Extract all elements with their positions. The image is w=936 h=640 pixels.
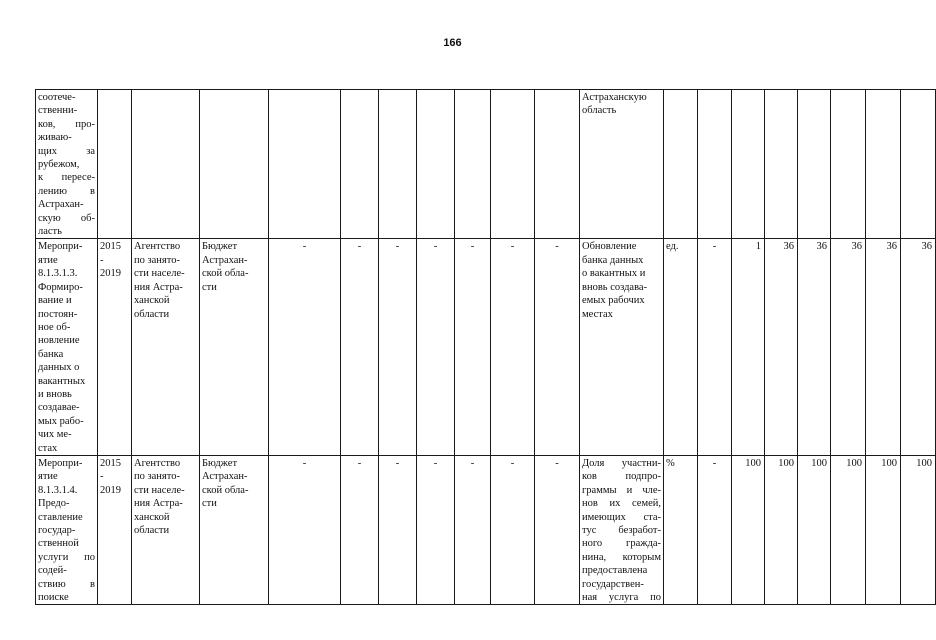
- amount-cell: [269, 90, 341, 239]
- page-number: 166: [443, 37, 462, 49]
- value-cell: 36: [866, 239, 901, 456]
- executor-cell: [132, 90, 200, 239]
- value-cell: [698, 90, 732, 239]
- executor-cell: Агентство по занято- сти населе- ния Астра- ханской области: [132, 239, 200, 456]
- value-cell: -: [698, 455, 732, 604]
- program-table: [35, 89, 936, 605]
- amount-cell: -: [379, 239, 417, 456]
- amount-cell: -: [417, 455, 455, 604]
- source-cell: Бюджет Астрахан- ской обла- сти: [200, 455, 269, 604]
- indicator-cell: Доля участни- ков подпро- граммы и чле- нов их семей, имеющих ста- тус безработ- ного гражда- нина, которым предоставлена государствен- ная услуга по: [580, 455, 664, 604]
- value-cell: -: [698, 239, 732, 456]
- amount-cell: -: [341, 239, 379, 456]
- period-cell: 2015 - 2019: [98, 239, 132, 456]
- value-cell: [831, 90, 866, 239]
- unit-cell: [664, 90, 698, 239]
- executor-cell: Агентство по занято- сти населе- ния Астра- ханской области: [132, 455, 200, 604]
- event-cell: соотече- ственни- ков, про- живаю- щих за рубежом, к пересе- лению в Астрахан- скую об- ласть: [36, 90, 98, 239]
- event-cell: Меропри- ятие 8.1.3.1.3. Формиро- вание и постоян- ное об- новление банка данных о вакантных и вновь создавае- мых рабо- чих ме- стах: [36, 239, 98, 456]
- amount-cell: -: [491, 455, 535, 604]
- amount-cell: -: [455, 455, 491, 604]
- value-cell: 100: [831, 455, 866, 604]
- amount-cell: -: [341, 455, 379, 604]
- value-cell: 100: [866, 455, 901, 604]
- table-row: [36, 90, 936, 239]
- value-cell: [866, 90, 901, 239]
- amount-cell: -: [269, 455, 341, 604]
- value-cell: 36: [901, 239, 936, 456]
- value-cell: 100: [765, 455, 798, 604]
- value-cell: [901, 90, 936, 239]
- source-cell: [200, 90, 269, 239]
- value-cell: 36: [798, 239, 831, 456]
- value-cell: 1: [732, 239, 765, 456]
- value-cell: 36: [831, 239, 866, 456]
- indicator-cell: Астраханскую область: [580, 90, 664, 239]
- value-cell: [732, 90, 765, 239]
- amount-cell: -: [417, 239, 455, 456]
- amount-cell: -: [379, 455, 417, 604]
- amount-cell: -: [269, 239, 341, 456]
- indicator-cell: Обновление банка данных о вакантных и вновь создава- емых рабочих местах: [580, 239, 664, 456]
- amount-cell: -: [455, 239, 491, 456]
- event-cell: Меропри- ятие 8.1.3.1.4. Предо- ставление государ- ственной услуги по содей- ствию в поиске: [36, 455, 98, 604]
- source-cell: Бюджет Астрахан- ской обла- сти: [200, 239, 269, 456]
- value-cell: [765, 90, 798, 239]
- value-cell: 100: [732, 455, 765, 604]
- period-cell: [98, 90, 132, 239]
- unit-cell: ед.: [664, 239, 698, 456]
- value-cell: 100: [901, 455, 936, 604]
- value-cell: 100: [798, 455, 831, 604]
- table-row: [36, 239, 936, 456]
- value-cell: 36: [765, 239, 798, 456]
- amount-cell: [535, 90, 580, 239]
- period-cell: 2015 - 2019: [98, 455, 132, 604]
- amount-cell: [455, 90, 491, 239]
- amount-cell: -: [535, 455, 580, 604]
- value-cell: [798, 90, 831, 239]
- table-row: [36, 455, 936, 604]
- amount-cell: -: [535, 239, 580, 456]
- amount-cell: [417, 90, 455, 239]
- amount-cell: [491, 90, 535, 239]
- amount-cell: [379, 90, 417, 239]
- amount-cell: [341, 90, 379, 239]
- amount-cell: -: [491, 239, 535, 456]
- unit-cell: %: [664, 455, 698, 604]
